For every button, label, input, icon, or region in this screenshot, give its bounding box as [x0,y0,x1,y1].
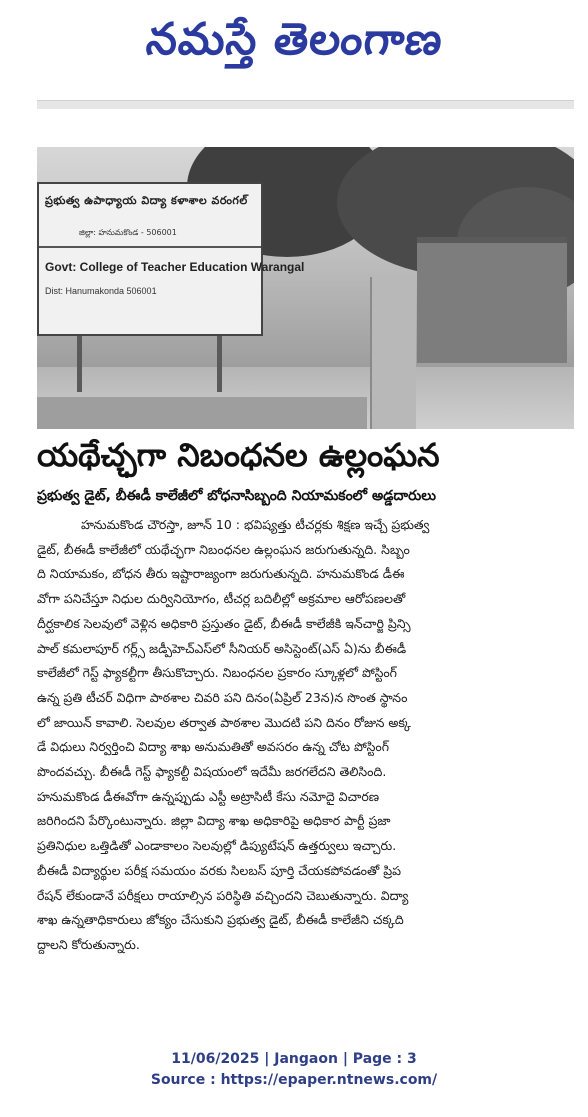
footer-source: Source : https://epaper.ntnews.com/ [150,1072,438,1088]
page-footer [0,1049,588,1109]
article-line: రేషన్ లేకుండానే పరీక్షలు రాయాల్సిన పరిస్థితి వచ్చిందని చెబుతున్నారు. విద్యా [37,887,409,903]
building [417,237,567,363]
compound-wall [37,397,367,429]
sign-telugu-name: ప్రభుత్వ ఉపాధ్యాయ విద్యా కళాశాల వరంగల్ [45,194,248,207]
article-line: ప్రతినిధుల ఒత్తిడితో ఎండాకాలం సెలవుల్లో డిప్యుటేషన్ ఉత్తర్వులు ఇచ్చారు. [37,838,397,854]
newspaper-title: నమస్తే తెలంగాణ [143,14,446,65]
article-line: ది నియామకం, బోధన తీరు ఇష్టారాజ్యంగా జరుగుతున్నది. హనుమకొండ డీఈ [37,566,405,582]
article-line: వోగా పనిచేస్తూ నిధుల దుర్వినియోగం, టీచర్ల బదిలీల్లో అక్రమాల ఆరోపణలతో [37,591,406,607]
masthead [0,0,588,90]
college-signboard [37,182,305,336]
article-line: దీర్ఘకాలిక సెలవులో వెళ్లిన అధికారి ప్రస్తుతం డైట్, బీఈడీ కాలేజీకి ఇన్‌చార్జి ప్రిన్సి [37,615,411,631]
masthead-rule [37,100,574,109]
article-line: కాలేజీలో గెస్ట్ ఫ్యాకల్టీగా తీసుకొచ్చారు. నిబంధనల ప్రకారం స్కూళ్లలో పోస్టింగ్ [37,665,397,681]
article-line: డే విధులు నిర్వర్తించి విద్యా శాఖ అనుమతితో అవసరం ఉన్న చోట పోస్టింగ్ [37,739,389,755]
article-line: శాఖ ఉన్నతాధికారులు జోక్యం చేసుకుని ప్రభుత్వ డైట్, బీఈడీ కాలేజీని చక్కది [37,912,404,928]
article-line: జరిగిందని పేర్కొంటున్నారు. జిల్లా విద్యా శాఖ అధికారిపై అధికార పార్టీ ప్రజా [37,813,391,829]
article-line: డైట్, బీఈడీ కాలేజీలో యథేచ్ఛగా నిబంధనల ఉల్లంఘన జరుగుతున్నది. సిబ్బం [37,541,410,557]
article-line: ద్దాలని కోరుతున్నారు. [37,936,140,952]
article-line: లో జాయిన్ కావాలి. సెలవుల తర్వాత పాఠశాల మొదటి పని దినం రోజున అక్క [37,714,411,730]
article-line: పొందవచ్చు. బీఈడీ గెస్ట్ ఫ్యాకల్టీ విషయంలో ఇదేమీ జరగలేదని తెలిసింది. [37,764,387,780]
article-body [37,513,574,1058]
article-subheadline: ప్రభుత్వ డైట్, బీఈడీ కాలేజీలో బోధనాసిబ్బంది నియామకంలో అడ్డదారులు [37,488,436,504]
sign-english-name: Govt: College of Teacher Education Warangal [45,260,305,274]
footer-date-edition: 11/06/2025 | Jangaon | Page : 3 [171,1051,417,1067]
article-line: హనుమకొండ చౌరస్తా, జూన్ 10 : భవిష్యత్తు టీచర్లకు శిక్షణ ఇచ్చే ప్రభుత్వ [81,517,430,532]
article-line: బీఈడీ విద్యార్థుల పరీక్ష సమయం వరకు సిలబస్ పూర్తి చేయకపోవడంతో ప్రిప [37,862,401,878]
article-photo [37,147,574,429]
article-line: ఉన్న ప్రతి టీచర్ విధిగా పాఠశాల చివరి పని దినం(ఏప్రిల్ 23న)న సొంత స్థానం [37,689,408,705]
sign-english-district: Dist: Hanumakonda 506001 [45,286,157,296]
sign-telugu-district: జిల్లా: హనుమకొండ - 506001 [79,228,177,237]
article-line: హనుమకొండ డీఈవోగా ఉన్నప్పుడు ఎస్టీ అట్రాసిటీ కేసు నమోదై విచారణ [37,788,380,804]
article-headline: యథేచ్ఛగా నిబంధనల ఉల్లంఘన [37,436,440,474]
gate-pillar [370,277,416,429]
article-line: పాల్ కమలాపూర్ గర్ల్స్ జడ్పీహెచ్ఎస్‌లో సీనియర్ అసిస్టెంట్(ఎస్ ఏ)ను బీఈడీ [37,640,407,656]
